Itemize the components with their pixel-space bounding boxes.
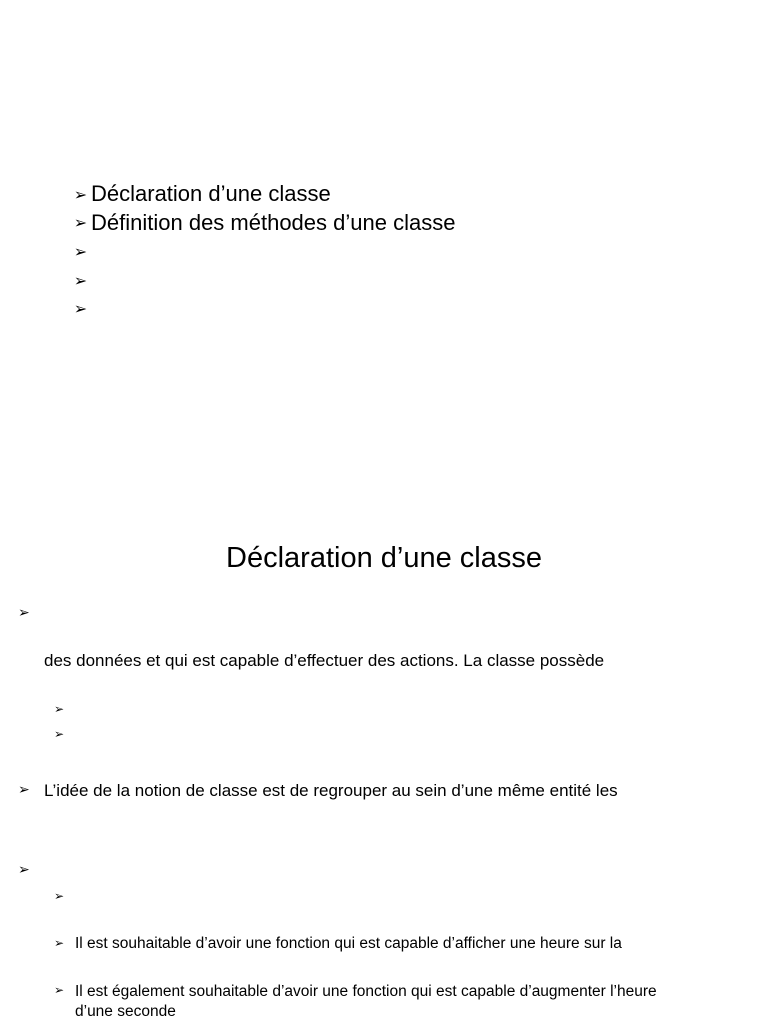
arrow-bullet-icon: ➢ xyxy=(54,727,65,741)
arrow-bullet-icon: ➢ xyxy=(73,184,88,204)
toc-item-label: Déclaration d’une classe xyxy=(91,181,331,207)
arrow-bullet-icon: ➢ xyxy=(73,213,88,233)
slide-2 xyxy=(0,512,768,1024)
toc-list xyxy=(70,180,455,323)
sub-bullet-text: d’une seconde xyxy=(75,1003,176,1020)
paragraph-continuation: des données et qui est capable d’effectuer des actions. La classe possède xyxy=(44,651,605,670)
arrow-bullet-icon: ➢ xyxy=(18,862,30,878)
arrow-bullet-icon: ➢ xyxy=(18,782,30,798)
arrow-bullet-icon: ➢ xyxy=(73,299,88,319)
arrow-bullet-icon: ➢ xyxy=(73,241,88,261)
arrow-bullet-icon: ➢ xyxy=(54,983,65,997)
arrow-bullet-icon: ➢ xyxy=(18,605,30,621)
arrow-bullet-icon: ➢ xyxy=(54,936,65,950)
sub-bullet-text: Il est souhaitable d’avoir une fonction qui est capable d’afficher une heure sur la xyxy=(75,935,622,952)
paragraph-text: L’idée de la notion de classe est de regrouper au sein d’une même entité les xyxy=(44,781,618,800)
toc-item xyxy=(70,266,455,295)
toc-item xyxy=(70,237,455,266)
slide-title: Déclaration d’une classe xyxy=(226,542,542,574)
toc-item xyxy=(70,209,455,238)
sub-bullet-text: Il est également souhaitable d’avoir une fonction qui est capable d’augmenter l’heure xyxy=(75,983,657,1000)
toc-item-label: Définition des méthodes d’une classe xyxy=(91,209,456,235)
arrow-bullet-icon: ➢ xyxy=(73,270,88,290)
arrow-bullet-icon: ➢ xyxy=(54,702,65,716)
toc-item xyxy=(70,294,455,323)
arrow-bullet-icon: ➢ xyxy=(54,889,65,903)
toc-item xyxy=(70,180,455,209)
